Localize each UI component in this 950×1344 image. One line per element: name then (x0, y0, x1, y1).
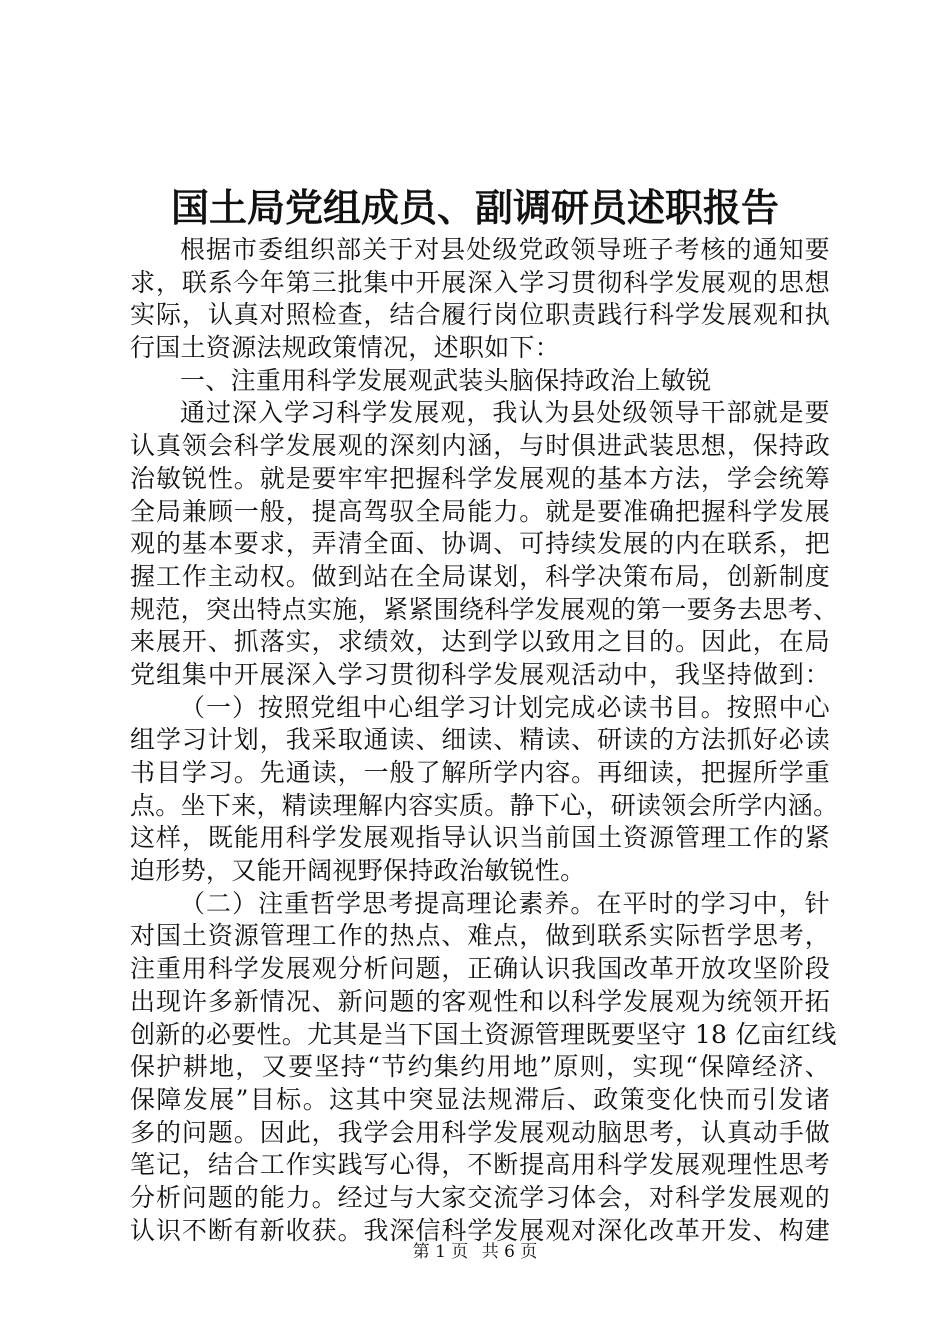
body-line: 出现许多新情况、新问题的客观性和以科学发展观为统领开拓 (130, 986, 830, 1016)
page-footer (0, 1240, 950, 1264)
body-line: 笔记，结合工作实践写心得，不断提高用科学发展观理性思考 (130, 1150, 830, 1180)
body-line: 这样，既能用科学发展观指导认识当前国土资源管理工作的紧 (130, 823, 830, 853)
body-line: 对国土资源管理工作的热点、难点，做到联系实际哲学思考， (130, 921, 830, 951)
body-line: 迫形势，又能开阔视野保持政治敏锐性。 (130, 856, 586, 886)
body-line: 规范，突出特点实施，紧紧围绕科学发展观的第一要务去思考、 (130, 594, 839, 624)
body-line: 观的基本要求，弄清全面、协调、可持续发展的内在联系，把 (130, 529, 830, 559)
body-line: 分析问题的能力。经过与大家交流学习体会，对科学发展观的 (130, 1182, 830, 1212)
body-line: 通过深入学习科学发展观，我认为县处级领导干部就是要 (180, 398, 830, 428)
body-line: 认识不断有新收获。我深信科学发展观对深化改革开发、构建 (130, 1215, 830, 1245)
body-line: 书目学习。先通读，一般了解所学内容。再细读，把握所学重 (130, 758, 830, 787)
page-number: 第 1 页 (412, 1242, 469, 1262)
body-line: 全局兼顾一般，提高驾驭全局能力。就是要准确把握科学发展 (130, 496, 830, 526)
page-total: 共 6 页 (481, 1242, 538, 1262)
body-line: 注重用科学发展观分析问题，正确认识我国改革开放攻坚阶段 (130, 954, 830, 984)
section-heading: 一、注重用科学发展观武装头脑保持政治上敏锐 (180, 365, 712, 395)
document-title: 国土局党组成员、副调研员述职报告 (170, 185, 779, 230)
body-line: 创新的必要性。尤其是当下国土资源管理既要坚守 18 亿亩红线 (130, 1019, 837, 1049)
body-line: 行国土资源法规政策情况，述职如下： (130, 333, 561, 363)
body-line: 保障发展”目标。这其中突显法规滞后、政策变化快而引发诸 (130, 1084, 830, 1114)
body-line: 实际，认真对照检查，结合履行岗位职责践行科学发展观和执 (130, 300, 830, 330)
document-body (130, 234, 839, 1247)
body-line: 来展开、抓落实，求绩效，达到学以致用之目的。因此，在局 (130, 627, 830, 657)
body-line: 握工作主动权。做到站在全局谋划，科学决策布局，创新制度 (130, 561, 830, 591)
body-line: 根据市委组织部关于对县处级党政领导班子考核的通知要 (180, 235, 830, 264)
body-line: 治敏锐性。就是要牢牢把握科学发展观的基本方法，学会统筹 (130, 463, 830, 493)
body-line: 认真领会科学发展观的深刻内涵，与时俱进武装思想，保持政 (130, 431, 830, 461)
body-line: 多的问题。因此，我学会用科学发展观动脑思考，认真动手做 (130, 1117, 830, 1147)
body-line: 求，联系今年第三批集中开展深入学习贯彻科学发展观的思想 (130, 267, 830, 297)
body-line: （二）注重哲学思考提高理论素养。在平时的学习中，针 (180, 888, 830, 918)
body-line: 党组集中开展深入学习贯彻科学发展观活动中，我坚持做到： (130, 659, 830, 689)
body-line: 组学习计划，我采取通读、细读、精读、研读的方法抓好必读 (130, 725, 830, 755)
body-line: 点。坐下来，精读理解内容实质。静下心，研读领会所学内涵。 (130, 790, 839, 820)
body-line: 保护耕地，又要坚持“节约集约用地”原则，实现“保障经济、 (130, 1052, 830, 1082)
body-line: （一）按照党组中心组学习计划完成必读书目。按照中心 (180, 692, 830, 722)
